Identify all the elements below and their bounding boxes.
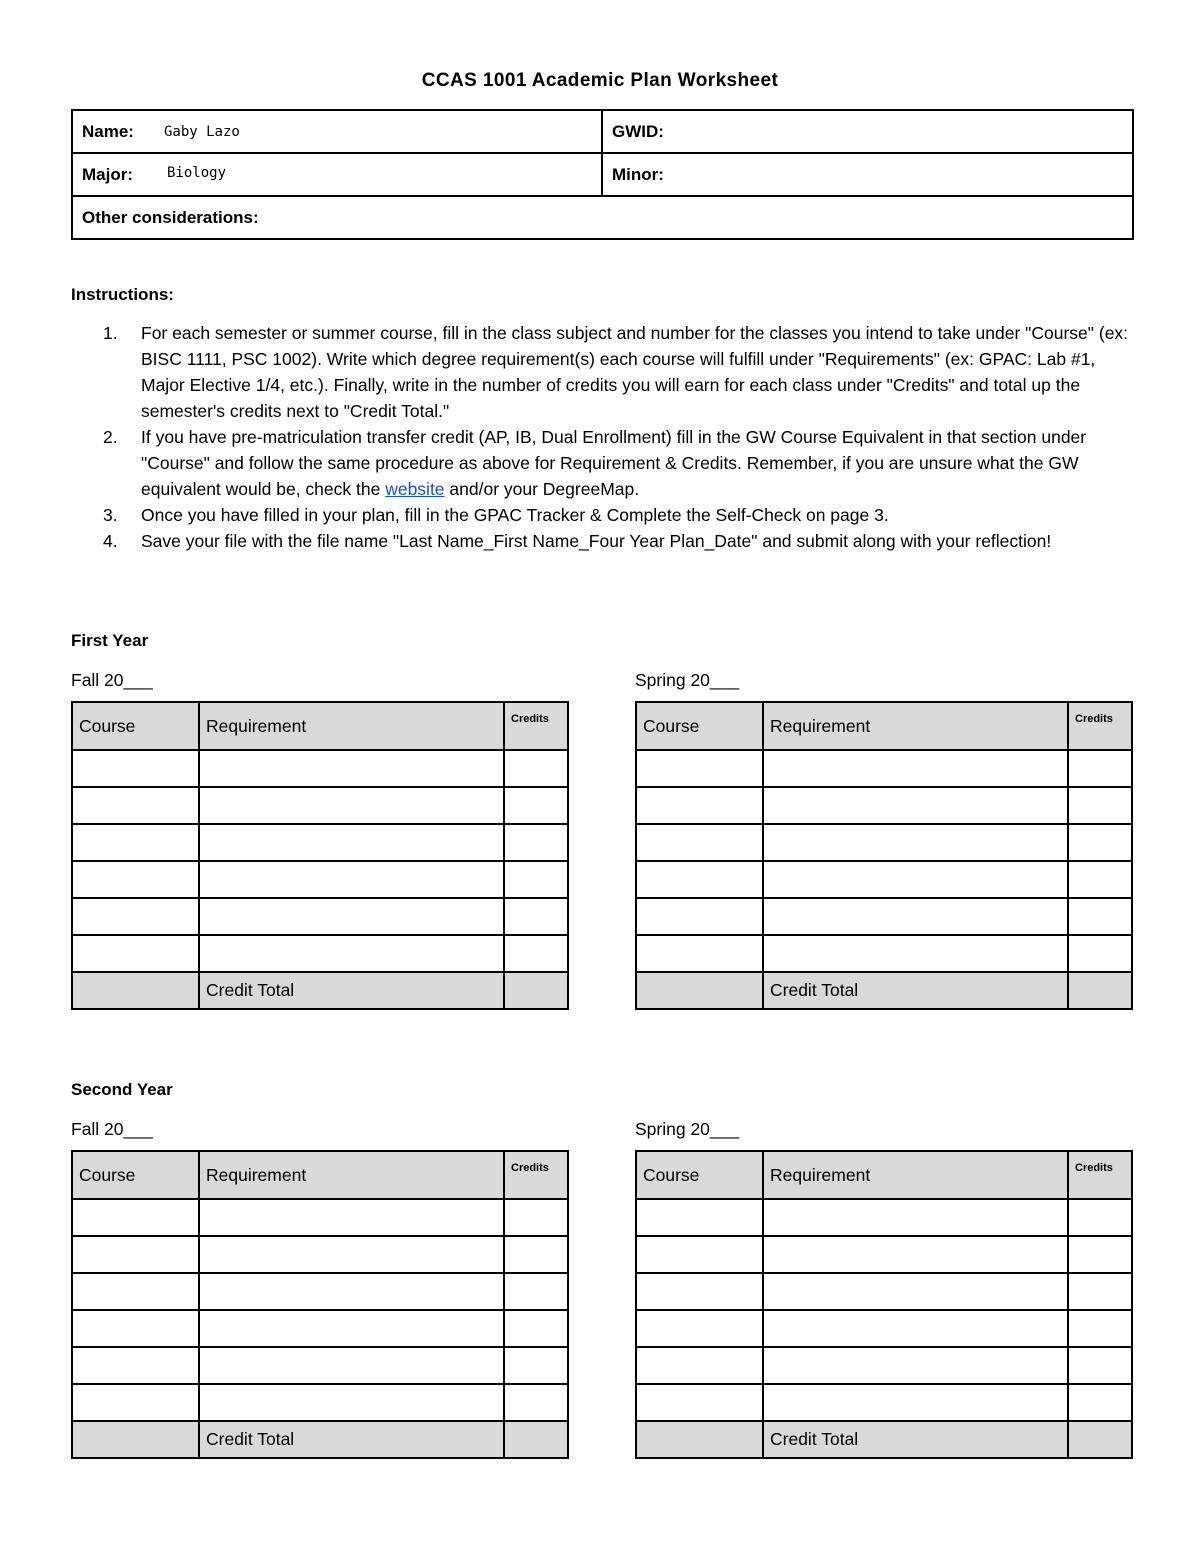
first-year-heading: First Year (71, 631, 149, 650)
credits-header: Credits (504, 1151, 568, 1199)
course-table-second-year-fall (71, 1150, 569, 1459)
requirement-cell[interactable] (763, 1310, 1068, 1347)
table-row (72, 1199, 568, 1236)
credit-total-label: Credit Total (199, 1421, 504, 1458)
requirement-cell[interactable] (199, 750, 504, 787)
course-cell[interactable] (636, 935, 763, 972)
table-row (72, 1384, 568, 1421)
credits-cell[interactable] (1068, 824, 1132, 861)
other-considerations-label: Other considerations: (82, 207, 259, 227)
first-year-spring-label: Spring 20___ (635, 670, 740, 690)
credits-cell[interactable] (504, 1347, 568, 1384)
credits-header: Credits (1068, 702, 1132, 750)
instruction-text: Save your file with the file name "Last Name_First Name_Four Year Plan_Date" and submit along with your reflection! (141, 531, 1052, 551)
course-cell[interactable] (72, 824, 199, 861)
credits-cell[interactable] (504, 1236, 568, 1273)
course-cell[interactable] (636, 898, 763, 935)
table-row (72, 1236, 568, 1273)
requirement-cell[interactable] (199, 861, 504, 898)
requirement-cell[interactable] (763, 861, 1068, 898)
table-row (72, 750, 568, 787)
instruction-item (103, 502, 1138, 528)
table-row (636, 1273, 1132, 1310)
course-cell[interactable] (72, 1310, 199, 1347)
course-header: Course (72, 1151, 199, 1199)
requirement-cell[interactable] (199, 787, 504, 824)
requirement-cell[interactable] (763, 1199, 1068, 1236)
credits-cell[interactable] (504, 1199, 568, 1236)
second-year-fall-label: Fall 20___ (71, 1119, 153, 1139)
requirement-cell[interactable] (763, 787, 1068, 824)
second-year-heading: Second Year (71, 1080, 173, 1099)
course-cell[interactable] (72, 787, 199, 824)
instruction-item (103, 320, 1138, 424)
requirement-cell[interactable] (763, 1384, 1068, 1421)
course-cell[interactable] (72, 935, 199, 972)
course-cell[interactable] (636, 1199, 763, 1236)
credits-cell[interactable] (504, 1273, 568, 1310)
table-row (72, 1310, 568, 1347)
gwid-cell[interactable] (602, 110, 1133, 153)
table-row (72, 1273, 568, 1310)
requirement-cell[interactable] (199, 1384, 504, 1421)
course-cell[interactable] (72, 861, 199, 898)
course-table-second-year-spring (635, 1150, 1133, 1459)
table-row (72, 935, 568, 972)
course-cell[interactable] (636, 824, 763, 861)
course-header: Course (636, 1151, 763, 1199)
requirement-cell[interactable] (763, 935, 1068, 972)
credit-total-cell[interactable] (504, 972, 568, 1009)
instruction-text: Once you have filled in your plan, fill in the GPAC Tracker & Complete the Self-Check on page 3. (141, 505, 889, 525)
credit-total-cell[interactable] (504, 1421, 568, 1458)
credits-cell[interactable] (504, 787, 568, 824)
second-year-spring-label: Spring 20___ (635, 1119, 740, 1139)
credits-cell[interactable] (504, 861, 568, 898)
table-row (636, 935, 1132, 972)
total-blank-cell (636, 972, 763, 1009)
major-value: Biology (167, 164, 227, 181)
course-cell[interactable] (636, 1384, 763, 1421)
gwid-label: GWID: (612, 121, 664, 141)
table-row (636, 861, 1132, 898)
requirement-header: Requirement (199, 1151, 504, 1199)
instruction-text: For each semester or summer course, fill in the class subject and number for the classes you intend to take under "Course" (ex: BISC 1111, PSC 1002). Write which degree requirement(s) each course will fulfill under "Requirements" (ex: GPAC: Lab #1, Major Elective 1/4, etc.). Finally, write in the number of credits you will earn for each class under "Credits" and total up the semester's credits next to "Credit Total." (141, 323, 1129, 421)
requirement-cell[interactable] (199, 1236, 504, 1273)
name-label: Name: (82, 121, 134, 141)
requirement-cell[interactable] (199, 824, 504, 861)
requirement-cell[interactable] (763, 1347, 1068, 1384)
course-cell[interactable] (72, 1199, 199, 1236)
course-cell[interactable] (72, 750, 199, 787)
credits-header: Credits (1068, 1151, 1132, 1199)
credit-total-label: Credit Total (763, 972, 1068, 1009)
credits-cell[interactable] (504, 750, 568, 787)
total-blank-cell (636, 1421, 763, 1458)
major-label: Major: (82, 164, 133, 184)
requirement-cell[interactable] (763, 750, 1068, 787)
course-cell[interactable] (72, 1384, 199, 1421)
instructions-heading: Instructions: (71, 285, 174, 304)
requirement-cell[interactable] (199, 898, 504, 935)
table-row (72, 898, 568, 935)
requirement-cell[interactable] (199, 1310, 504, 1347)
credits-cell[interactable] (504, 1384, 568, 1421)
requirement-header: Requirement (763, 1151, 1068, 1199)
instruction-text: If you have pre-matriculation transfer credit (AP, IB, Dual Enrollment) fill in the GW Course Equivalent in that section under "Course" and follow the same procedure as above for Requirement & Credits. Remember, if you are unsure what the GW equivalent would be, check the (141, 427, 1087, 499)
course-header: Course (636, 702, 763, 750)
requirement-cell[interactable] (763, 824, 1068, 861)
minor-label: Minor: (612, 164, 664, 184)
requirement-cell[interactable] (199, 1347, 504, 1384)
requirement-cell[interactable] (763, 1273, 1068, 1310)
table-row (636, 1347, 1132, 1384)
instruction-number: 2. (103, 427, 118, 447)
course-table-first-year-fall (71, 701, 569, 1010)
instructions-list (103, 320, 1138, 554)
course-cell[interactable] (636, 861, 763, 898)
course-cell[interactable] (636, 1273, 763, 1310)
requirement-cell[interactable] (199, 1273, 504, 1310)
credits-cell[interactable] (504, 898, 568, 935)
instruction-item (103, 424, 1138, 502)
course-cell[interactable] (72, 1273, 199, 1310)
major-cell[interactable] (72, 153, 602, 196)
name-cell[interactable] (72, 110, 602, 153)
course-cell[interactable] (72, 1347, 199, 1384)
credits-cell[interactable] (1068, 787, 1132, 824)
course-header: Course (72, 702, 199, 750)
document-title: CCAS 1001 Academic Plan Worksheet (421, 70, 779, 91)
table-row (72, 861, 568, 898)
course-cell[interactable] (72, 898, 199, 935)
total-blank-cell (72, 972, 199, 1009)
credits-header: Credits (504, 702, 568, 750)
credits-cell[interactable] (1068, 1384, 1132, 1421)
requirement-cell[interactable] (199, 935, 504, 972)
table-row (72, 787, 568, 824)
credits-cell[interactable] (504, 824, 568, 861)
instruction-number: 1. (103, 323, 118, 343)
first-year-fall-label: Fall 20___ (71, 670, 153, 690)
table-row (636, 1384, 1132, 1421)
requirement-header: Requirement (763, 702, 1068, 750)
course-table-first-year-spring (635, 701, 1133, 1010)
instruction-item (103, 528, 1138, 554)
table-row (636, 824, 1132, 861)
table-row (636, 1199, 1132, 1236)
course-cell[interactable] (636, 750, 763, 787)
credits-cell[interactable] (1068, 750, 1132, 787)
course-cell[interactable] (636, 787, 763, 824)
total-blank-cell (72, 1421, 199, 1458)
course-cell[interactable] (636, 1236, 763, 1273)
table-row (636, 787, 1132, 824)
table-row (636, 898, 1132, 935)
minor-cell[interactable] (602, 153, 1133, 196)
credits-cell[interactable] (1068, 1310, 1132, 1347)
table-row (636, 1310, 1132, 1347)
credits-cell[interactable] (1068, 1273, 1132, 1310)
requirement-cell[interactable] (199, 1199, 504, 1236)
table-row (636, 750, 1132, 787)
website-link[interactable]: website (385, 479, 445, 499)
credits-cell[interactable] (1068, 898, 1132, 935)
other-considerations-cell[interactable] (72, 196, 1133, 239)
credit-total-cell[interactable] (1068, 1421, 1132, 1458)
credits-cell[interactable] (1068, 1236, 1132, 1273)
course-cell[interactable] (636, 1310, 763, 1347)
table-row (72, 824, 568, 861)
credits-cell[interactable] (1068, 1199, 1132, 1236)
credits-cell[interactable] (1068, 935, 1132, 972)
credits-cell[interactable] (504, 1310, 568, 1347)
credits-cell[interactable] (504, 935, 568, 972)
table-row (72, 1347, 568, 1384)
instruction-number: 3. (103, 505, 118, 525)
requirement-cell[interactable] (763, 1236, 1068, 1273)
table-row (636, 1236, 1132, 1273)
requirement-cell[interactable] (763, 898, 1068, 935)
credit-total-label: Credit Total (763, 1421, 1068, 1458)
credit-total-label: Credit Total (199, 972, 504, 1009)
credits-cell[interactable] (1068, 1347, 1132, 1384)
name-value: Gaby Lazo (163, 123, 240, 140)
course-cell[interactable] (72, 1236, 199, 1273)
credit-total-cell[interactable] (1068, 972, 1132, 1009)
course-cell[interactable] (636, 1347, 763, 1384)
credits-cell[interactable] (1068, 861, 1132, 898)
requirement-header: Requirement (199, 702, 504, 750)
student-info-table (71, 109, 1134, 240)
instruction-number: 4. (103, 531, 118, 551)
instruction-text: and/or your DegreeMap. (444, 479, 640, 499)
